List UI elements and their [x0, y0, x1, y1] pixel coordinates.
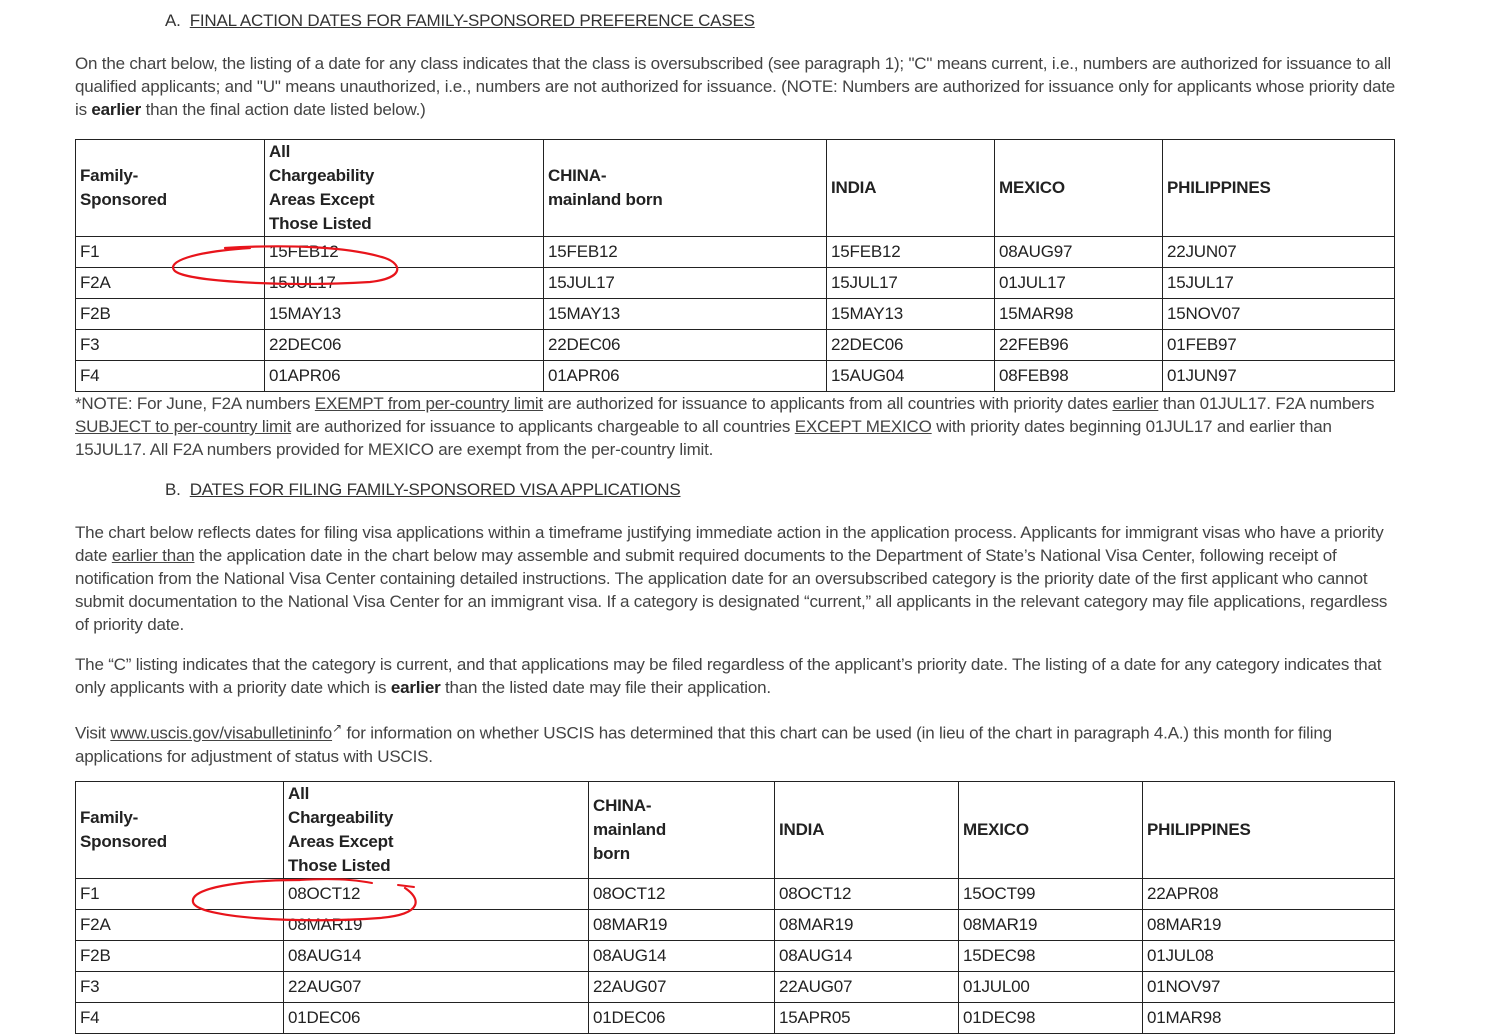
- table-cell: 15DEC98: [959, 941, 1143, 972]
- table-cell: 01JUL08: [1143, 941, 1395, 972]
- table-cell: 15APR05: [775, 1003, 959, 1034]
- para-text: for information on whether USCIS has determined that this chart can be used (in lieu of the chart in paragraph 4.A.) this month for filing applications for adjustment of status with USCIS.: [75, 723, 1332, 766]
- table-row: [76, 972, 1395, 1003]
- table-cell: 22AUG07: [589, 972, 775, 1003]
- table-cell: 01MAR98: [1143, 1003, 1395, 1034]
- table-cell: 15MAY13: [827, 299, 995, 330]
- table-row: [76, 237, 1395, 268]
- dates-for-filing-table: [75, 781, 1395, 1034]
- para-text: than the listed date may file their application.: [440, 678, 771, 697]
- table-cell: 15NOV07: [1163, 299, 1395, 330]
- table-row: [76, 268, 1395, 299]
- note-text: are authorized for issuance to applicants from all countries with priority dates: [543, 394, 1113, 413]
- table-cell: 08AUG14: [284, 941, 589, 972]
- header-india: INDIA: [775, 782, 959, 879]
- header-china: CHINA-mainland born: [544, 140, 827, 237]
- table-cell: 08MAR19: [775, 910, 959, 941]
- table-cell: 01JUL17: [995, 268, 1163, 299]
- table-cell: F2A: [76, 910, 284, 941]
- table-cell: F4: [76, 361, 265, 392]
- header-mexico: MEXICO: [959, 782, 1143, 879]
- header-india: INDIA: [827, 140, 995, 237]
- table-cell: 01JUN97: [1163, 361, 1395, 392]
- note-text: than 01JUL17. F2A numbers: [1158, 394, 1375, 413]
- table-cell: F1: [76, 879, 284, 910]
- table-cell: F3: [76, 972, 284, 1003]
- note-underline: earlier: [1112, 394, 1159, 413]
- header-philippines: PHILIPPINES: [1143, 782, 1395, 879]
- section-a-title: FINAL ACTION DATES FOR FAMILY-SPONSORED PREFERENCE CASES: [189, 11, 755, 30]
- para-text: Visit: [75, 723, 111, 743]
- table-cell: 01JUL00: [959, 972, 1143, 1003]
- intro-bold: earlier: [91, 100, 142, 119]
- note-underline: SUBJECT to per-country limit: [75, 417, 292, 436]
- intro-text-end: than the final action date listed below.): [141, 100, 426, 119]
- table-cell: 01DEC06: [284, 1003, 589, 1034]
- para-bold: earlier: [390, 678, 441, 697]
- table-cell: 22AUG07: [775, 972, 959, 1003]
- header-family-sponsored: Family-Sponsored: [76, 140, 265, 237]
- f2a-note: [75, 392, 1395, 461]
- para-underline: earlier than: [111, 546, 195, 565]
- table-row: [76, 1003, 1395, 1034]
- section-a-heading: [165, 11, 755, 31]
- table-cell: 15OCT99: [959, 879, 1143, 910]
- table-header-row: [76, 140, 1395, 237]
- section-a-intro: [75, 52, 1395, 121]
- header-family-sponsored: Family-Sponsored: [76, 782, 284, 879]
- table-cell: F2B: [76, 299, 265, 330]
- table-cell: F2B: [76, 941, 284, 972]
- table-cell: 15JUL17: [1163, 268, 1395, 299]
- note-underline: EXCEPT MEXICO: [794, 417, 932, 436]
- table-row: [76, 879, 1395, 910]
- table-cell: 08AUG14: [775, 941, 959, 972]
- table-row: [76, 299, 1395, 330]
- para-text: The chart below reflects dates for filing visa applications within a timeframe justifying immediate action in the application process. Applicants for immigrant visas who have a priority date: [75, 523, 1384, 565]
- para-text: the application date in the chart below may assemble and submit required documents to the Department of State’s National Visa Center, following receipt of notification from the National Visa Center containing detailed instructions. The application date for an oversubscribed category is the priority date of the first applicant who cannot submit documentation to the National Visa Center for an immigrant visa. If a category is designated “current,” all applicants in the relevant category may file applications, regardless of priority date.: [75, 546, 1388, 634]
- table-cell: 15MAY13: [265, 299, 544, 330]
- external-link-icon[interactable]: ↗: [332, 721, 342, 735]
- header-mexico: MEXICO: [995, 140, 1163, 237]
- table-cell: 08MAR19: [1143, 910, 1395, 941]
- table-cell: 08FEB98: [995, 361, 1163, 392]
- table-cell: F4: [76, 1003, 284, 1034]
- table-cell: 08MAR19: [959, 910, 1143, 941]
- table-cell: 22JUN07: [1163, 237, 1395, 268]
- table-cell: 15JUL17: [265, 268, 544, 299]
- table-cell: F1: [76, 237, 265, 268]
- table-cell: F2A: [76, 268, 265, 299]
- section-b-title: DATES FOR FILING FAMILY-SPONSORED VISA APPLICATIONS: [189, 480, 681, 499]
- table-row: [76, 330, 1395, 361]
- section-a-letter: A.: [165, 11, 181, 30]
- table-cell: 01FEB97: [1163, 330, 1395, 361]
- final-action-dates-table: [75, 139, 1395, 392]
- note-text: *NOTE: For June, F2A numbers: [75, 394, 315, 413]
- para-text: The “C” listing indicates that the category is current, and that applications may be filed regardless of the applicant’s priority date. The listing of a date for any category indicates that only applicants with a priority date which is: [75, 655, 1382, 697]
- table-cell: 01DEC98: [959, 1003, 1143, 1034]
- table-cell: 01APR06: [544, 361, 827, 392]
- table-cell: 22FEB96: [995, 330, 1163, 361]
- note-underline: EXEMPT from per-country limit: [314, 394, 544, 413]
- table-cell: 01APR06: [265, 361, 544, 392]
- header-all-chargeability: All Chargeability Areas Except Those Listed: [284, 782, 589, 879]
- table-cell: 08AUG14: [589, 941, 775, 972]
- table-cell: 08OCT12: [284, 879, 589, 910]
- section-b-para1: [75, 521, 1395, 636]
- note-text: with priority dates beginning 01JUL17 and earlier than 15JUL17. All F2A numbers provided for MEXICO are exempt from the per-country limit.: [75, 417, 1332, 459]
- table-cell: 08OCT12: [775, 879, 959, 910]
- header-china: CHINA-mainland born: [589, 782, 775, 879]
- table-row: [76, 910, 1395, 941]
- section-b-letter: B.: [165, 480, 181, 499]
- table-cell: 22DEC06: [544, 330, 827, 361]
- table-cell: 08MAR19: [589, 910, 775, 941]
- table-row: [76, 941, 1395, 972]
- table-cell: 15JUL17: [544, 268, 827, 299]
- header-philippines: PHILIPPINES: [1163, 140, 1395, 237]
- table-cell: 08OCT12: [589, 879, 775, 910]
- table-cell: 15AUG04: [827, 361, 995, 392]
- uscis-link[interactable]: www.uscis.gov/visabulletininfo: [110, 723, 333, 743]
- table-cell: 08AUG97: [995, 237, 1163, 268]
- table-cell: 15JUL17: [827, 268, 995, 299]
- section-b-para2: [75, 653, 1395, 699]
- intro-text: On the chart below, the listing of a date for any class indicates that the class is oversubscribed (see paragraph 1); "C" means current, i.e., numbers are authorized for issuance to all qualified applicants; and "U" means unauthorized, i.e., numbers are not authorized for issuance. (NOTE: Numbers are authorized for issuance only for applicants whose priority date is: [75, 54, 1395, 119]
- table-cell: 01NOV97: [1143, 972, 1395, 1003]
- table-cell: 15MAY13: [544, 299, 827, 330]
- header-all-chargeability: All Chargeability Areas Except Those Listed: [265, 140, 544, 237]
- note-text: are authorized for issuance to applicants chargeable to all countries: [291, 417, 795, 436]
- table-cell: 15FEB12: [265, 237, 544, 268]
- table-cell: 08MAR19: [284, 910, 589, 941]
- table-cell: 15FEB12: [827, 237, 995, 268]
- table-cell: 22DEC06: [827, 330, 995, 361]
- table-cell: 01DEC06: [589, 1003, 775, 1034]
- table-cell: 22AUG07: [284, 972, 589, 1003]
- table-row: [76, 361, 1395, 392]
- table-cell: 22APR08: [1143, 879, 1395, 910]
- table-cell: 15FEB12: [544, 237, 827, 268]
- table-cell: 22DEC06: [265, 330, 544, 361]
- table-cell: 15MAR98: [995, 299, 1163, 330]
- section-b-heading: [165, 480, 681, 500]
- table-header-row: [76, 782, 1395, 879]
- section-b-para3: [75, 717, 1395, 768]
- table-cell: F3: [76, 330, 265, 361]
